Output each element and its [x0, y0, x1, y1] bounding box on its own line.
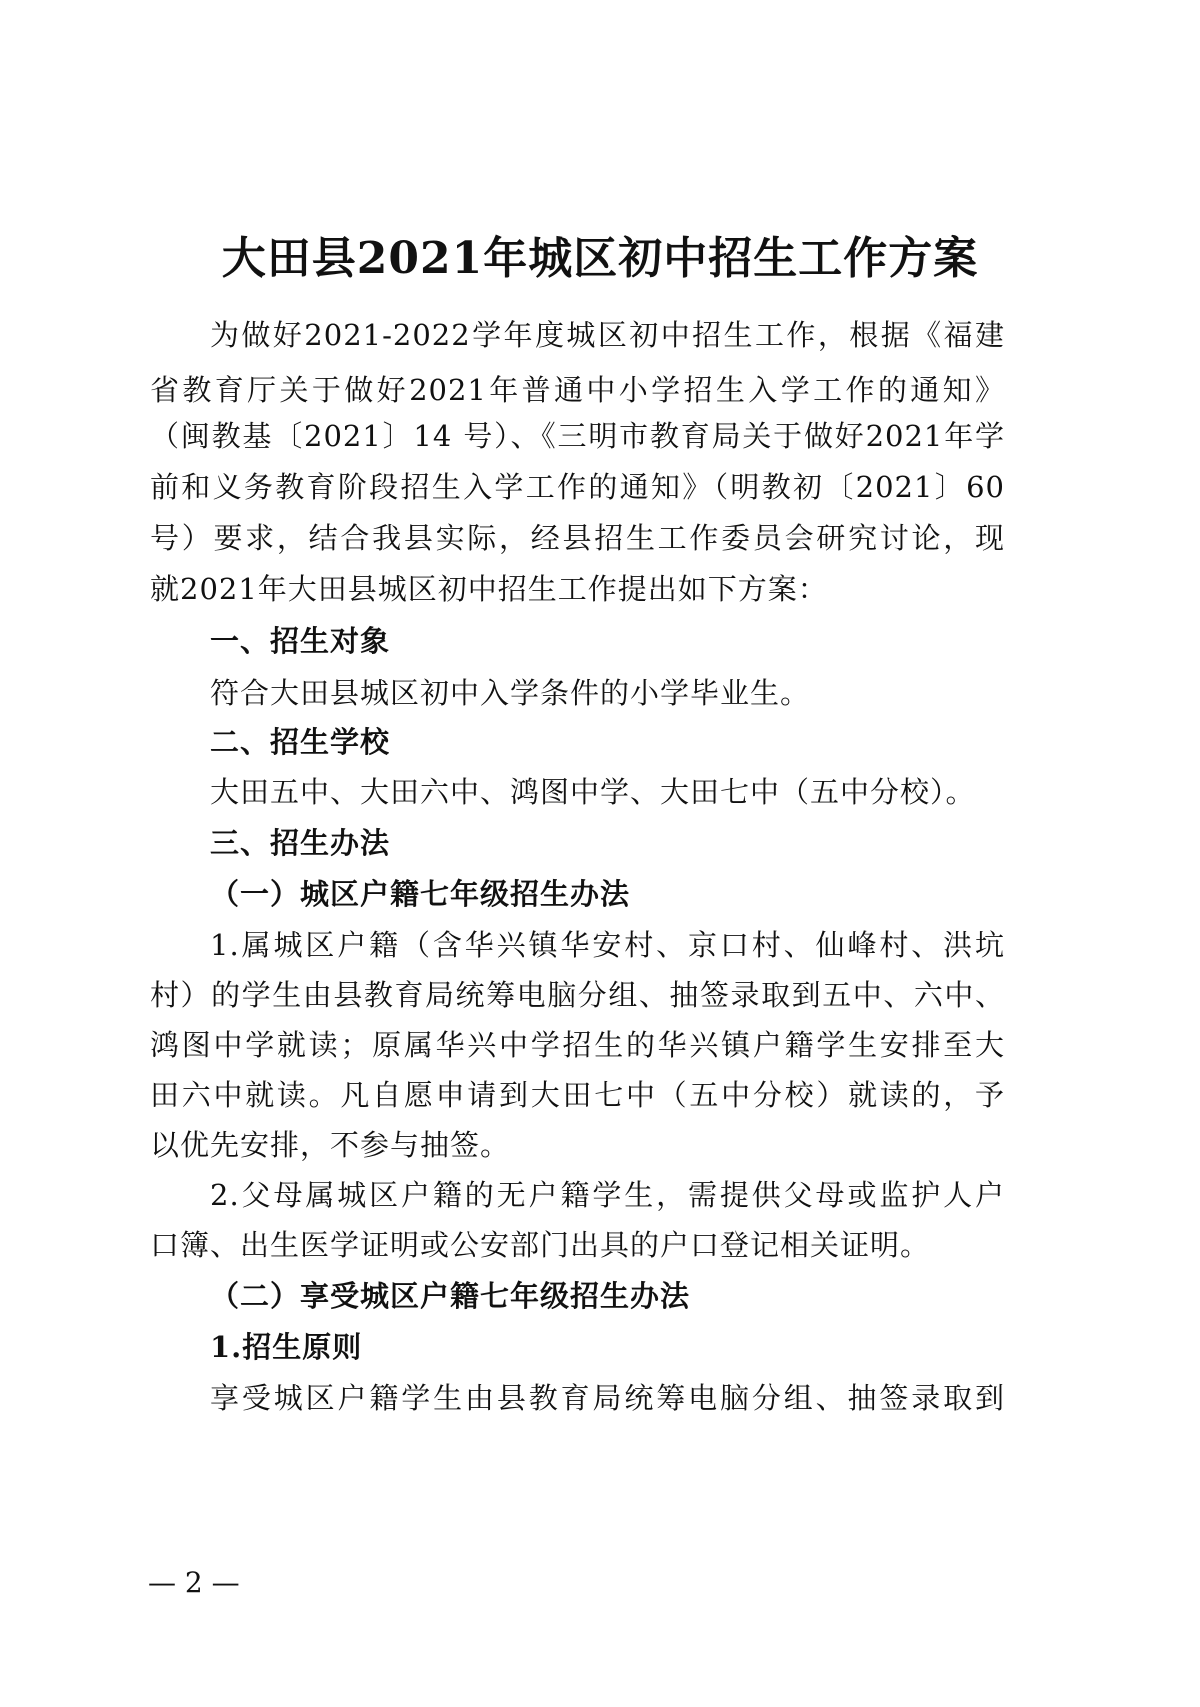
body-line: 享受城区户籍学生由县教育局统筹电脑分组、抽签录取到 [210, 1381, 1005, 1415]
subsection-heading: （一）城区户籍七年级招生办法 [210, 877, 631, 911]
section-heading: 一、招生对象 [210, 624, 391, 658]
body-line: 前和义务教育阶段招生入学工作的通知》（明教初〔2021〕60 [150, 470, 1005, 504]
body-line: 大田五中、大田六中、鸿图中学、大田七中（五中分校）。 [210, 775, 976, 809]
body-line: 口簿、出生医学证明或公安部门出具的户口登记相关证明。 [150, 1228, 931, 1262]
body-line: 就2021年大田县城区初中招生工作提出如下方案： [150, 572, 828, 606]
page-number: — 2 — [148, 1566, 240, 1599]
document-title: 大田县2021年城区初中招生工作方案 [221, 233, 979, 284]
body-line: 鸿图中学就读；原属华兴中学招生的华兴镇户籍学生安排至大 [150, 1028, 1005, 1062]
body-line: （闽教基〔2021〕14 号）、《三明市教育局关于做好2021年学 [150, 419, 1005, 453]
body-line: 省教育厅关于做好2021年普通中小学招生入学工作的通知》 [150, 373, 1005, 407]
body-line: 为做好2021-2022学年度城区初中招生工作，根据《福建 [210, 318, 1005, 352]
section-heading: 三、招生办法 [210, 826, 391, 860]
body-line: 以优先安排，不参与抽签。 [150, 1128, 511, 1162]
body-line: 号）要求，结合我县实际，经县招生工作委员会研究讨论，现 [150, 521, 1005, 555]
body-line: 符合大田县城区初中入学条件的小学毕业生。 [210, 676, 811, 710]
body-line: 村）的学生由县教育局统筹电脑分组、抽签录取到五中、六中、 [150, 978, 1005, 1012]
body-line: 1.属城区户籍（含华兴镇华安村、京口村、仙峰村、洪坑 [210, 928, 1005, 962]
subsection-heading: （二）享受城区户籍七年级招生办法 [210, 1279, 691, 1313]
section-heading: 二、招生学校 [210, 725, 391, 759]
item-heading: 1.招生原则 [210, 1330, 363, 1364]
body-line: 2.父母属城区户籍的无户籍学生，需提供父母或监护人户 [210, 1178, 1005, 1212]
body-line: 田六中就读。凡自愿申请到大田七中（五中分校）就读的，予 [150, 1078, 1005, 1112]
